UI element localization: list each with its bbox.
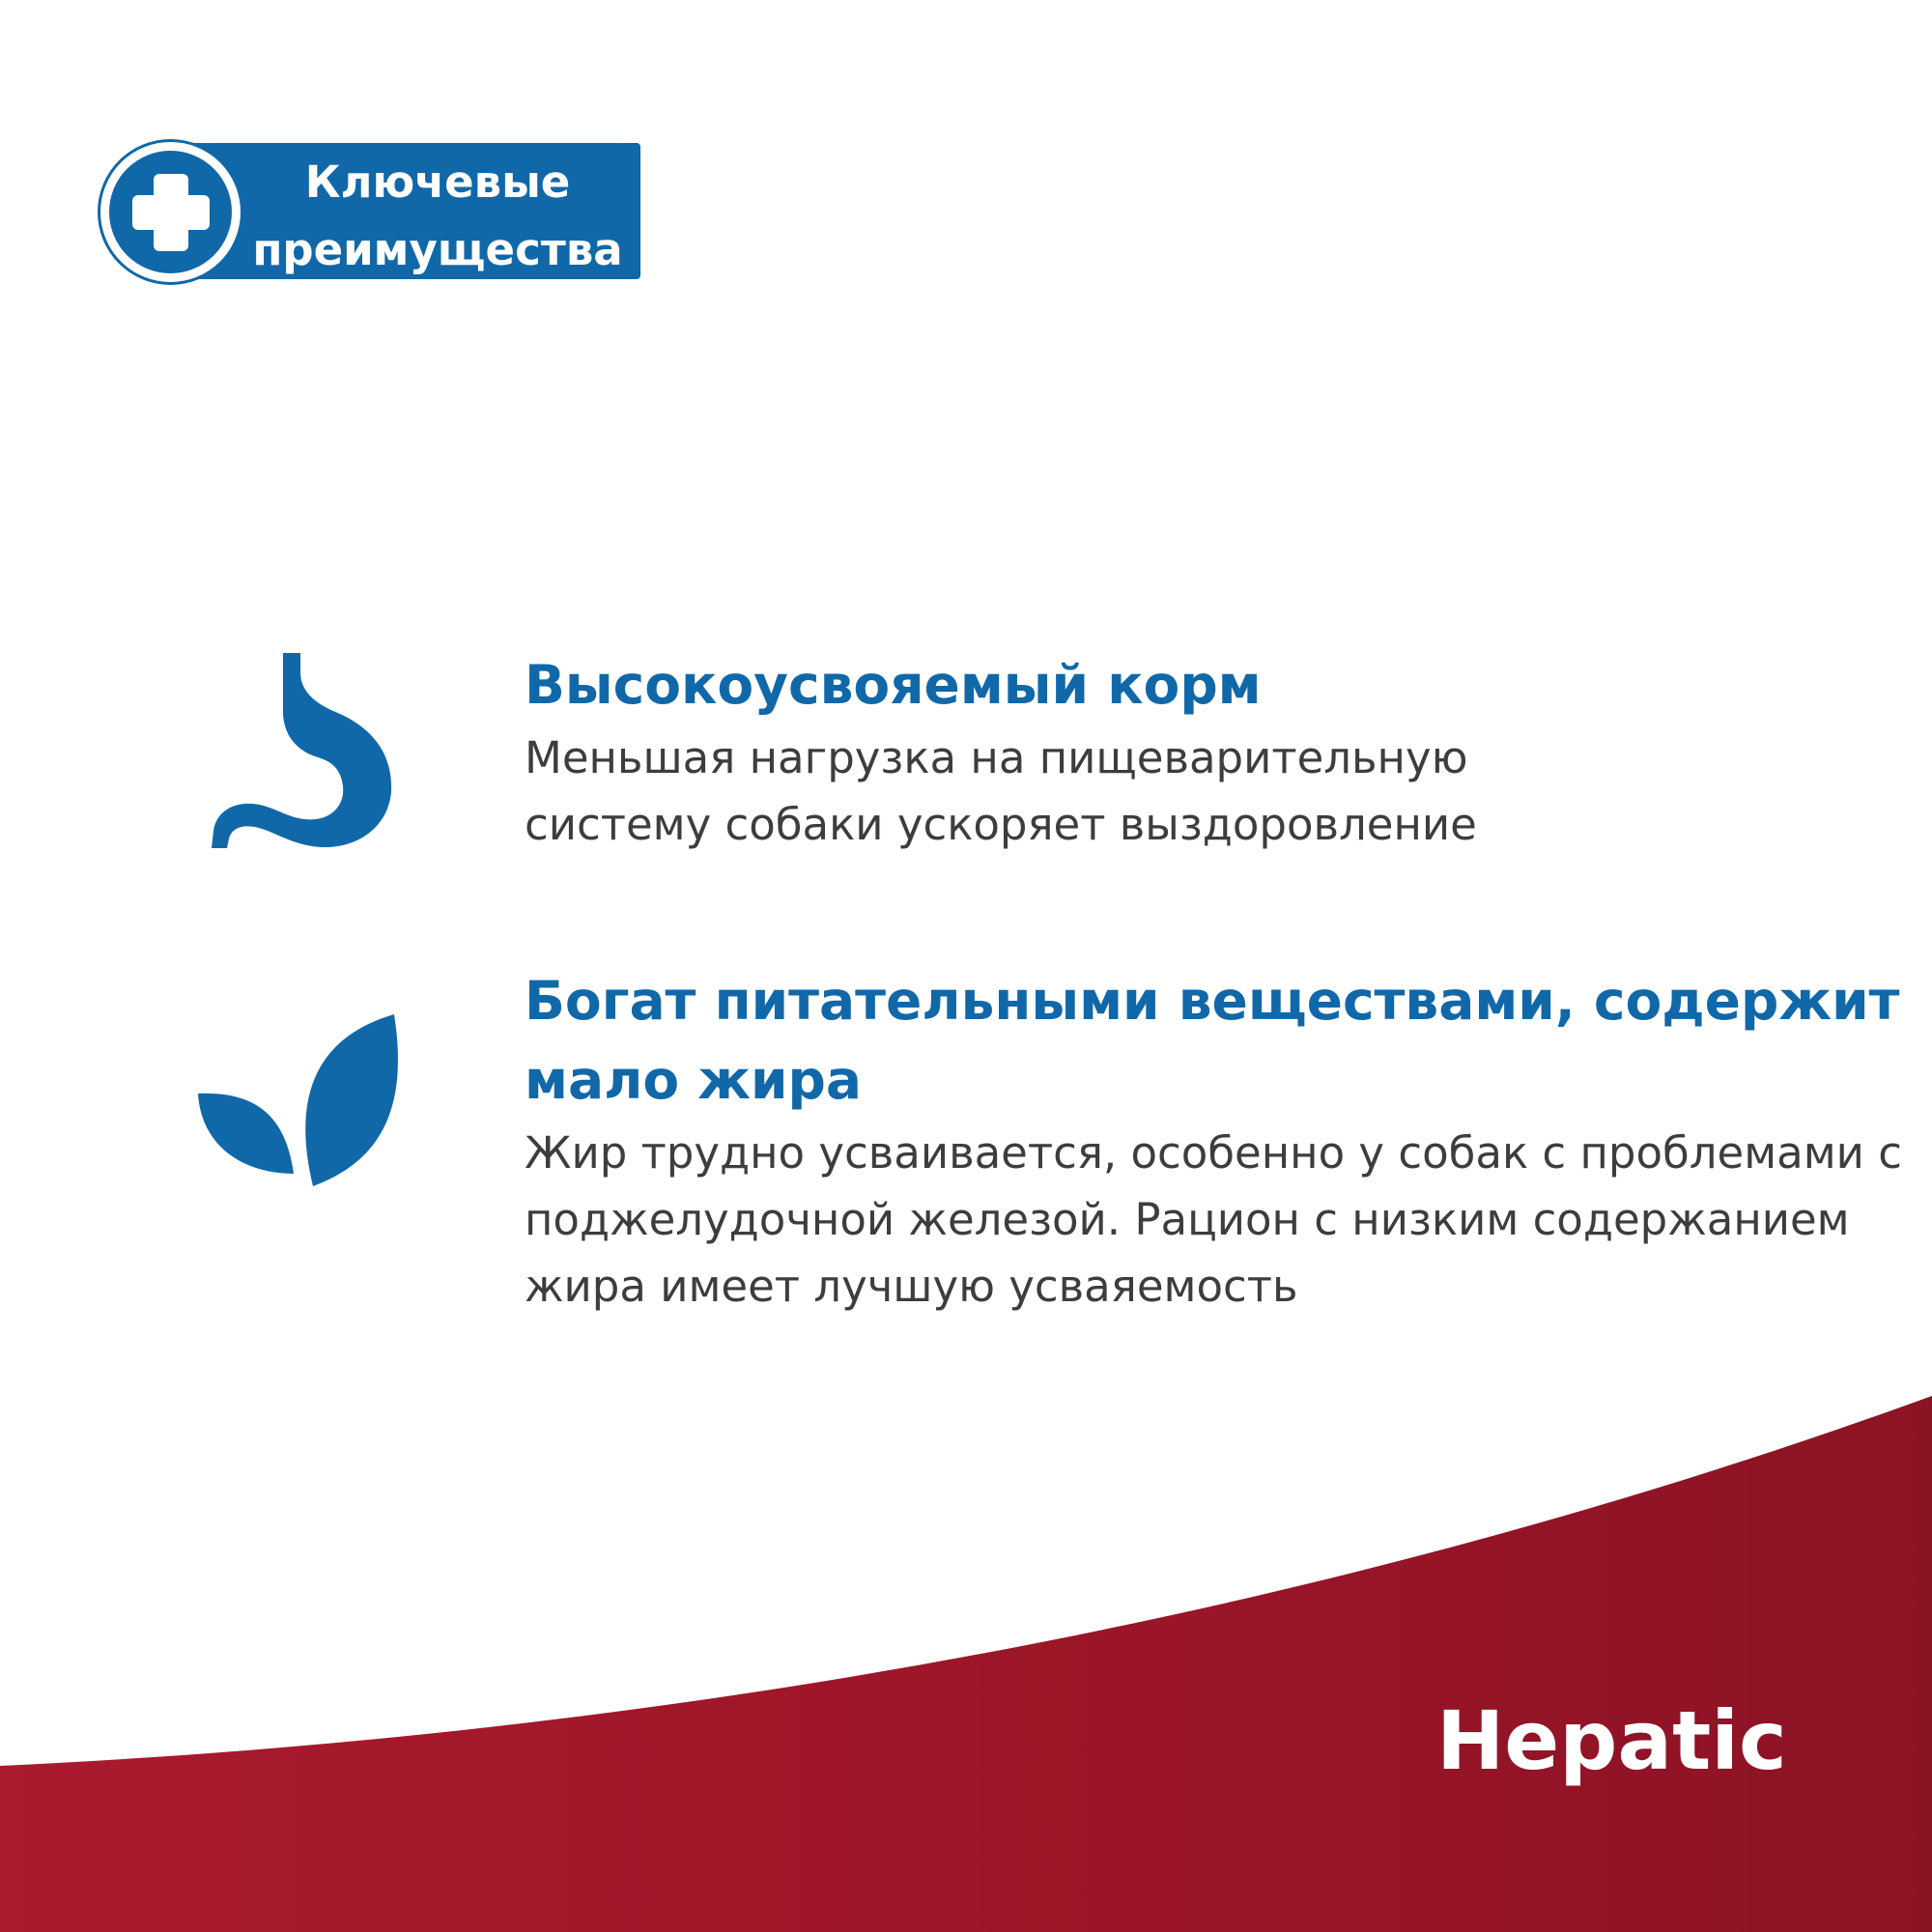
feature-digestible-food bbox=[525, 645, 1916, 858]
feature-title: Высокоусвояемый корм bbox=[525, 654, 1262, 716]
feature-rich-nutrients-low-fat bbox=[525, 961, 1916, 1320]
feature-title-line: Богат питательными веществами, содержит bbox=[525, 970, 1900, 1032]
feature-title bbox=[525, 961, 1916, 1120]
feature-description-line: Жир трудно усваивается, особенно у собак с проблемами с bbox=[525, 1127, 1902, 1179]
feature-title-line: мало жира bbox=[525, 1049, 863, 1111]
key-benefits-badge bbox=[104, 141, 640, 281]
badge-title bbox=[244, 149, 631, 284]
stomach-icon bbox=[198, 647, 406, 855]
feature-description bbox=[525, 1120, 1916, 1320]
feature-description bbox=[525, 724, 1916, 858]
feature-description-line: Меньшая нагрузка на пищеварительную bbox=[525, 732, 1468, 783]
badge-title-line-2: преимущества bbox=[252, 224, 623, 275]
leaves-icon bbox=[193, 1005, 411, 1198]
feature-description-line: поджелудочной железой. Рацион с низким содержанием bbox=[525, 1194, 1850, 1245]
feature-description-line: систему собаки ускоряет выздоровление bbox=[525, 799, 1477, 850]
medical-cross-icon bbox=[100, 142, 241, 282]
feature-description-line: жира имеет лучшую усваяемость bbox=[525, 1261, 1298, 1312]
badge-title-line-1: Ключевые bbox=[304, 156, 571, 208]
brand-logo-text: Hepatic bbox=[1436, 1693, 1787, 1788]
